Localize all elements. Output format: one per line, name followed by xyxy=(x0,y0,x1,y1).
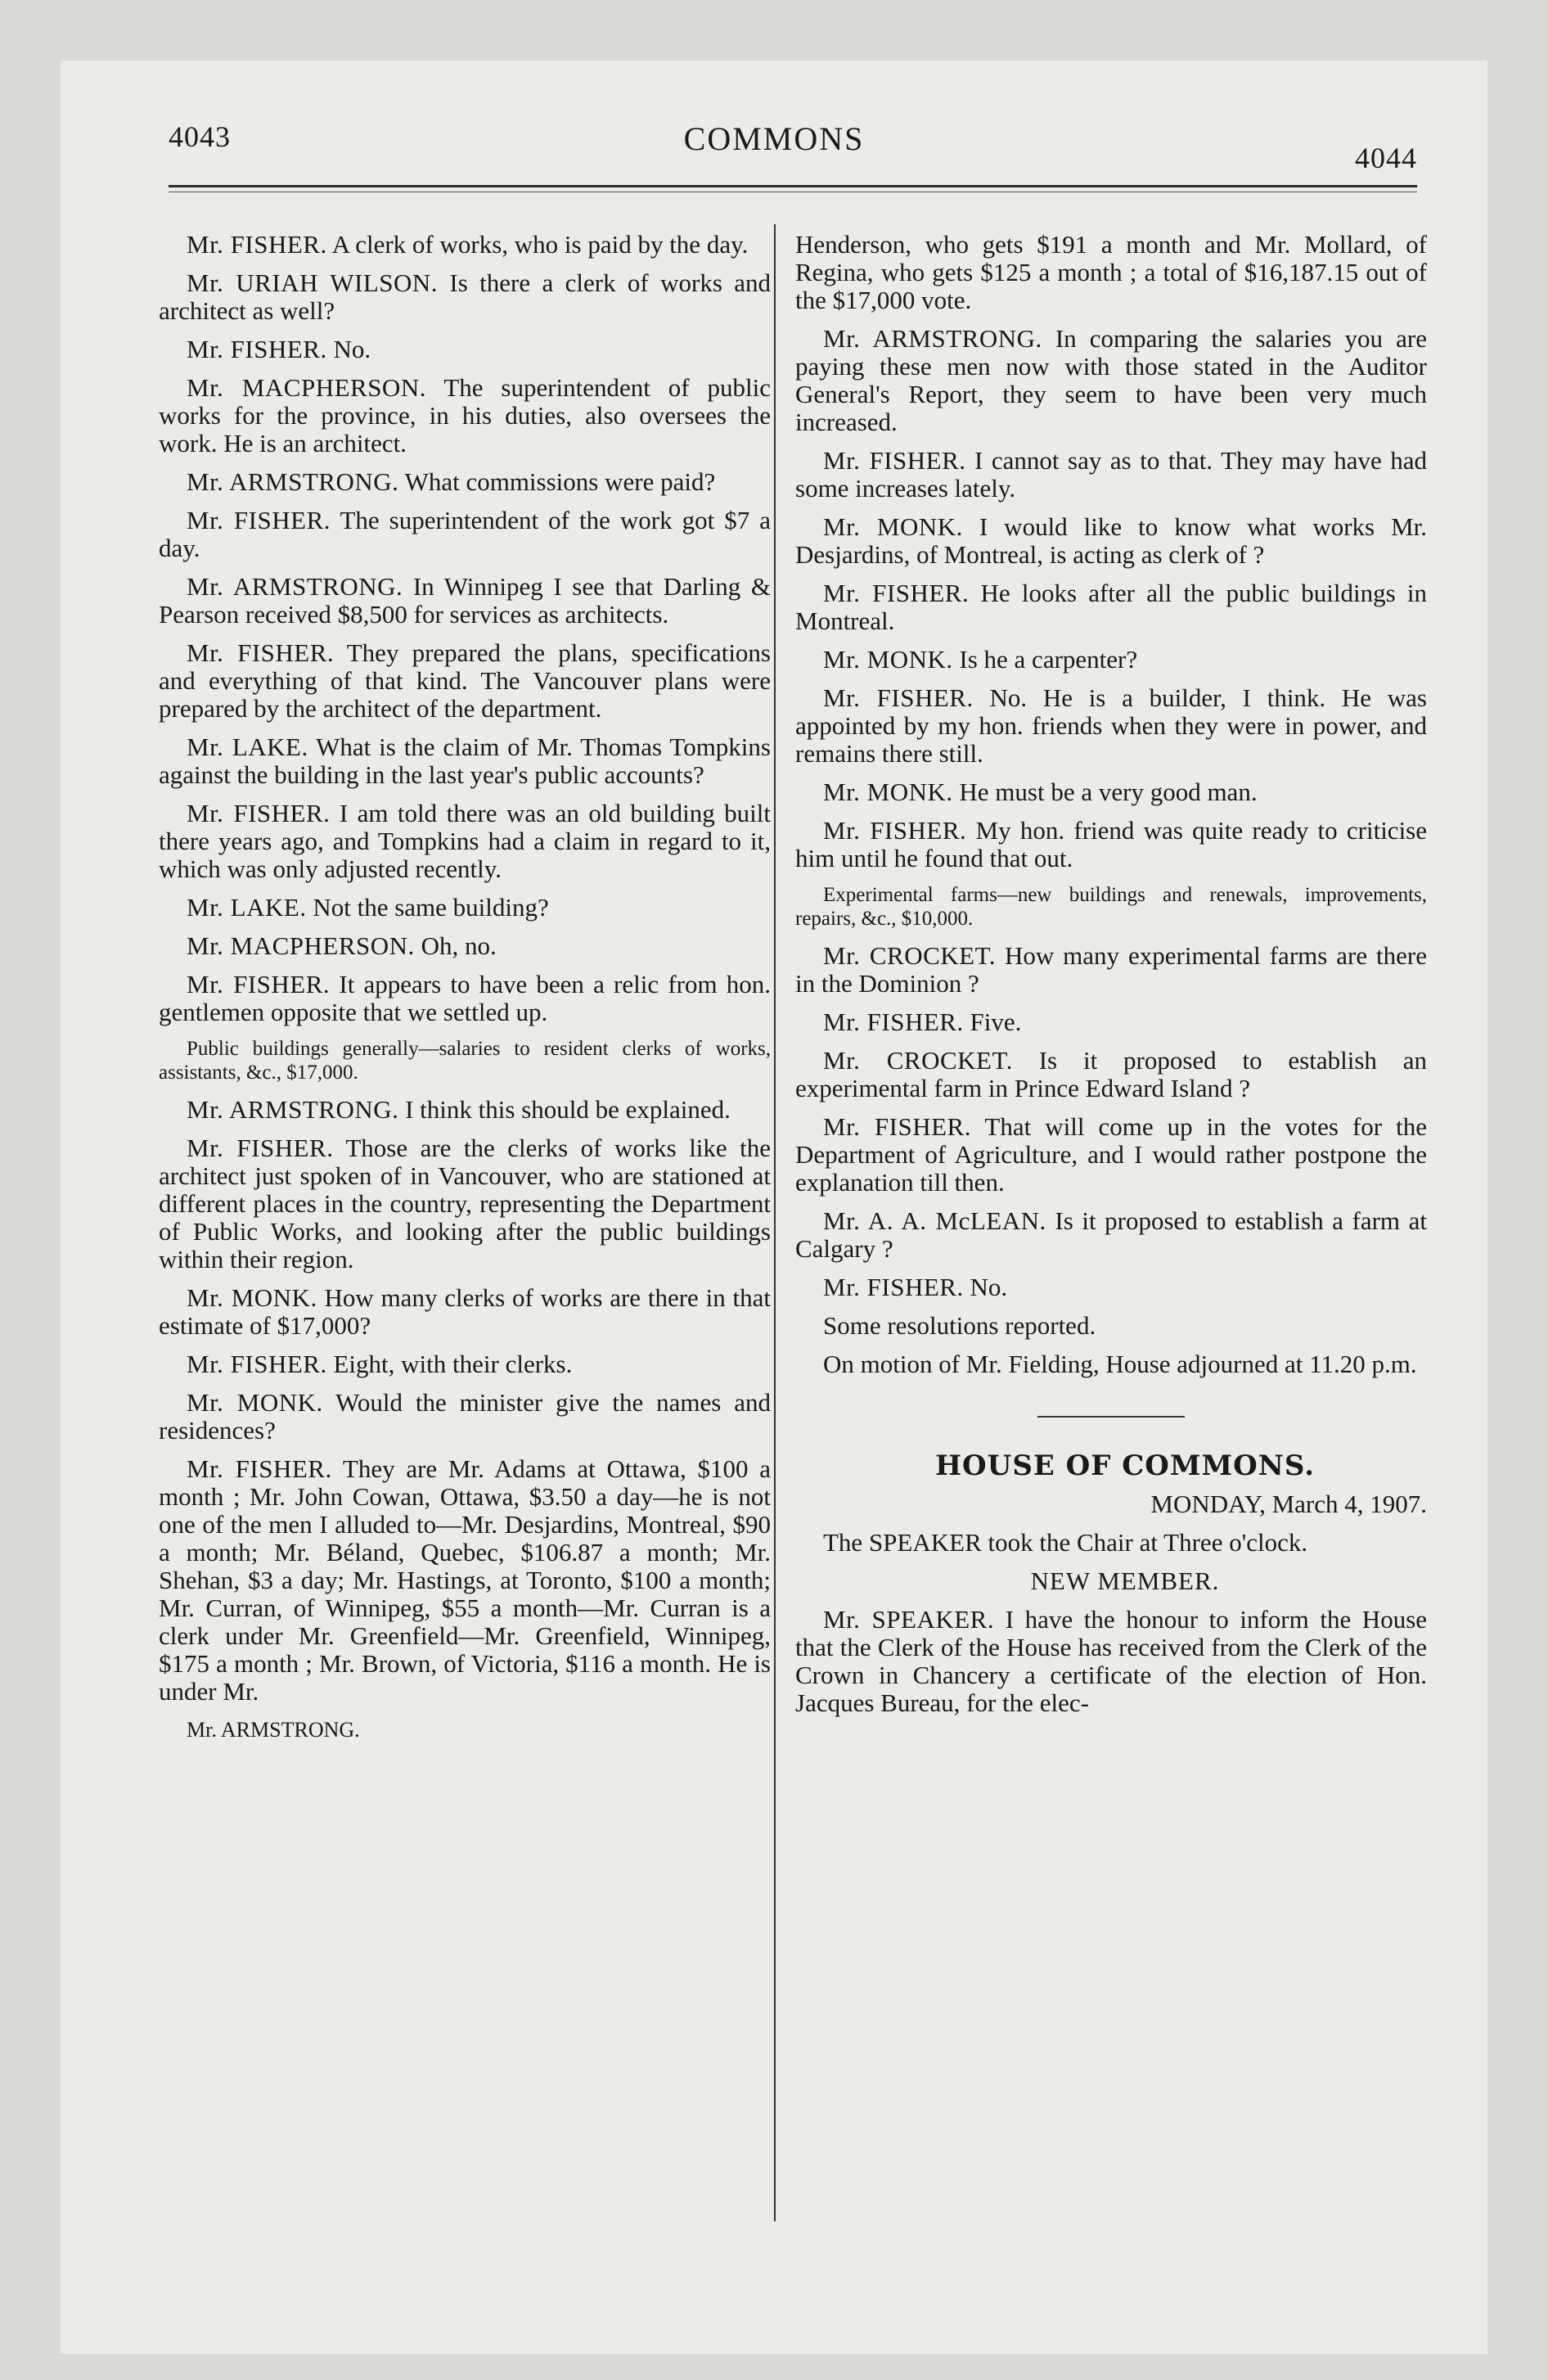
page xyxy=(61,61,1487,2354)
speech-paragraph xyxy=(795,1047,1427,1102)
paragraph-text: Is it proposed to establish a farm at Calgary ? xyxy=(795,1206,1428,1263)
speech-paragraph xyxy=(159,1284,771,1340)
speech-paragraph xyxy=(795,579,1427,635)
speech-paragraph xyxy=(795,325,1427,436)
sitting-date: MONDAY, March 4, 1907. xyxy=(1150,1490,1427,1518)
paragraph-text: The superintendent of public works for the province, in his duties, also oversees the work. He is an architect. xyxy=(159,373,772,458)
speaker-name: Mr. FISHER. xyxy=(187,1350,327,1378)
speaker-name: Mr. FISHER. xyxy=(823,1273,964,1301)
speech-paragraph xyxy=(159,1350,771,1378)
paragraph-text: Oh, no. xyxy=(421,931,497,960)
paragraph-text: He must be a very good man. xyxy=(959,778,1258,806)
speaker-name: Mr. MACPHERSON. xyxy=(187,373,426,402)
speaker-name: Mr. ARMSTRONG. xyxy=(187,572,403,601)
paragraph-text: On motion of Mr. Fielding, House adjourned at 11.20 p.m. xyxy=(823,1350,1417,1378)
speaker-name: Mr. ARMSTRONG. xyxy=(187,1095,399,1124)
speech-paragraph xyxy=(159,468,771,496)
speech-paragraph xyxy=(159,1096,771,1124)
speaker-name: Mr. LAKE. xyxy=(187,732,308,761)
speech-paragraph xyxy=(159,971,771,1026)
paragraph-text: No. xyxy=(333,335,371,363)
right-column xyxy=(795,231,1427,1728)
paragraph-text: What is the claim of Mr. Thomas Tompkins against the building in the last year's public accounts? xyxy=(159,732,771,789)
paragraph-text: Eight, with their clerks. xyxy=(333,1350,573,1378)
opening-line: The SPEAKER took the Chair at Three o'clock. xyxy=(823,1528,1308,1557)
paragraph-text: They are Mr. Adams at Ottawa, $100 a month ; Mr. John Cowan, Ottawa, $3.50 a day—he is not one of the men I alluded to—Mr. Desjardins, Montreal, $90 a month; Mr. Béland, Quebec, $106.87 a month; Mr. Shehan, $3 a day; Mr. Hastings, at Toronto, $100 a month; Mr. Curran, of Winnipeg, $55 a month—Mr. Curran is a clerk under Mr. Greenfield—Mr. Greenfield, Winnipeg, $175 a month ; Mr. Brown, of Victoria, $116 a month. He is under Mr. xyxy=(159,1454,771,1706)
paragraph-text: No. He is a builder, I think. He was appointed by my hon. friends when they were in power, and remains there still. xyxy=(795,683,1427,768)
speech-paragraph xyxy=(795,231,1427,314)
estimate-item xyxy=(159,1037,771,1084)
speaker-name: Mr. FISHER. xyxy=(823,683,974,712)
paragraph-text: How many clerks of works are there in that estimate of $17,000? xyxy=(159,1283,771,1340)
speech-paragraph xyxy=(159,1134,771,1273)
speaker-name: Mr. FISHER. xyxy=(187,230,327,259)
right-column-entries xyxy=(795,231,1427,1378)
speaker-name: Mr. LAKE. xyxy=(187,893,307,922)
speech-paragraph xyxy=(795,684,1427,768)
speech-paragraph xyxy=(795,1008,1427,1036)
paragraph-text: Public buildings generally—salaries to resident clerks of works, assistants, &c., $17,000. xyxy=(159,1038,771,1084)
left-column xyxy=(159,231,771,1755)
speaker-name: Mr. SPEAKER. xyxy=(823,1605,995,1634)
speaker-name: Mr. MACPHERSON. xyxy=(187,931,415,960)
paragraph-text: Some resolutions reported. xyxy=(823,1311,1096,1340)
speaker-name: Mr. FISHER. xyxy=(187,638,335,667)
speaker-name: Mr. URIAH WILSON. xyxy=(187,268,439,297)
paragraph-text: What commissions were paid? xyxy=(404,467,716,496)
speaker-name: Mr. ARMSTRONG. xyxy=(823,324,1042,353)
speech-paragraph xyxy=(795,1207,1427,1263)
speech-paragraph xyxy=(159,336,771,363)
speaker-name: Mr. FISHER. xyxy=(187,1134,334,1162)
speech-text: I have the honour to inform the House that the Clerk of the House has received from the Clerk of the Crown in Chancery a certificate of the election of Hon. Jacques Bureau, for the elec- xyxy=(795,1605,1428,1717)
section-separator xyxy=(1037,1416,1185,1418)
speech-paragraph xyxy=(159,639,771,723)
speaker-name: Mr. MONK. xyxy=(823,645,953,674)
paragraph-text: Henderson, who gets $191 a month and Mr. Mollard, of Regina, who gets $125 a month ; a total of $16,187.15 out of the $17,000 vote. xyxy=(795,230,1427,314)
speaker-name: Mr. FISHER. xyxy=(823,579,970,607)
speech-paragraph xyxy=(159,269,771,325)
paragraph-text: I would like to know what works Mr. Desjardins, of Montreal, is acting as clerk of ? xyxy=(795,512,1427,569)
speech-paragraph xyxy=(159,1389,771,1445)
paragraph-text: The superintendent of the work got $7 a day. xyxy=(159,506,771,562)
paragraph-text: He looks after all the public buildings in Montreal. xyxy=(795,579,1428,635)
speech-paragraph xyxy=(159,231,771,259)
left-page-number: 4043 xyxy=(169,120,231,153)
subsection-heading: NEW MEMBER. xyxy=(1030,1566,1220,1595)
speech-paragraph xyxy=(795,1113,1427,1197)
speech-paragraph xyxy=(159,507,771,562)
speech-paragraph xyxy=(159,573,771,629)
speech-paragraph xyxy=(795,513,1427,569)
paragraph-text: Five. xyxy=(970,1007,1022,1036)
paragraph-text: Would the minister give the names and residences? xyxy=(159,1388,771,1445)
speaker-name: Mr. FISHER. xyxy=(823,1112,971,1141)
header-rule xyxy=(169,185,1417,187)
page-title: COMMONS xyxy=(683,120,865,157)
speaker-name: Mr. FISHER. xyxy=(187,1454,332,1483)
speaker-name: Mr. CROCKET. xyxy=(823,1046,1013,1075)
speech-paragraph xyxy=(159,932,771,960)
speech-paragraph xyxy=(159,374,771,458)
paragraph-text: My hon. friend was quite ready to criticise him until he found that out. xyxy=(795,816,1428,872)
speech-paragraph xyxy=(159,1455,771,1706)
speech-paragraph xyxy=(795,817,1427,872)
paragraph-text: That will come up in the votes for the Department of Agriculture, and I would rather postpone the explanation till then. xyxy=(795,1112,1427,1197)
speech-paragraph xyxy=(795,778,1427,806)
speaker-name: Mr. ARMSTRONG. xyxy=(187,467,399,496)
speaker-name: Mr. FISHER. xyxy=(187,335,327,363)
speaker-name: Mr. FISHER. xyxy=(187,970,331,998)
speaker-name: Mr. FISHER. xyxy=(823,816,967,845)
speaker-name: Mr. A. A. McLEAN. xyxy=(823,1206,1046,1235)
paragraph-text: In comparing the salaries you are paying these men now with those stated in the Auditor General's Report, they seem to have been very much increased. xyxy=(795,324,1428,436)
speaker-name: Mr. MONK. xyxy=(187,1283,317,1312)
paragraph-text: How many experimental farms are there in the Dominion ? xyxy=(795,941,1427,998)
paragraph-text: I cannot say as to that. They may have had some increases lately. xyxy=(795,446,1428,503)
paragraph-text: Is there a clerk of works and architect as well? xyxy=(159,268,772,325)
paragraph-text: Experimental farms—new buildings and renewals, improvements, repairs, &c., $10,000. xyxy=(795,884,1427,930)
speaker-name: Mr. MONK. xyxy=(823,778,953,806)
right-page-number: 4044 xyxy=(1355,142,1417,174)
paragraph-text: I think this should be explained. xyxy=(405,1095,731,1124)
paragraph-text: Is it proposed to establish an experimental farm in Prince Edward Island ? xyxy=(795,1046,1428,1102)
speech-paragraph xyxy=(795,646,1427,674)
paragraph-text: No. xyxy=(970,1273,1008,1301)
speech-paragraph xyxy=(159,800,771,883)
speaker-name: Mr. MONK. xyxy=(187,1388,323,1417)
speaker-name: Mr. FISHER. xyxy=(823,1007,964,1036)
speech-paragraph xyxy=(159,733,771,789)
estimate-item xyxy=(795,883,1427,931)
paragraph-text: I am told there was an old building built there years ago, and Tompkins had a claim in regard to it, which was only adjusted recently. xyxy=(159,799,771,883)
speaker-name: Mr. FISHER. xyxy=(823,446,966,475)
paragraph-text: A clerk of works, who is paid by the day. xyxy=(331,230,749,259)
paragraph-text: They prepared the plans, specifications and everything of that kind. The Vancouver plans were prepared by the architect of the department. xyxy=(159,638,771,723)
page-header xyxy=(61,61,1487,200)
speech-paragraph xyxy=(795,1273,1427,1301)
speech-paragraph xyxy=(795,942,1427,998)
speaker-name: Mr. CROCKET. xyxy=(823,941,996,970)
speech-paragraph xyxy=(795,1350,1427,1378)
speech-paragraph xyxy=(159,894,771,922)
column-trailer: Mr. ARMSTRONG. xyxy=(187,1718,360,1742)
paragraph-text: In Winnipeg I see that Darling & Pearson received $8,500 for services as architects. xyxy=(159,572,772,629)
speaker-name: Mr. FISHER. xyxy=(187,799,331,827)
paragraph-text: Is he a carpenter? xyxy=(959,645,1138,674)
speech-paragraph xyxy=(795,447,1427,503)
speaker-name: Mr. MONK. xyxy=(823,512,963,541)
speech-paragraph xyxy=(795,1312,1427,1340)
speaker-name: Mr. FISHER. xyxy=(187,506,331,534)
paragraph-text: Those are the clerks of works like the architect just spoken of in Vancouver, who are stationed at different places in the country, representing the Department of Public Works, and looking after the public buildings within their region. xyxy=(159,1134,772,1273)
column-divider xyxy=(774,224,776,2221)
paragraph-text: Not the same building? xyxy=(313,893,549,922)
paragraph-text: It appears to have been a relic from hon. gentlemen opposite that we settled up. xyxy=(159,970,772,1026)
section-heading: HOUSE OF COMMONS. xyxy=(934,1449,1316,1482)
speaker-announcement xyxy=(795,1606,1427,1717)
